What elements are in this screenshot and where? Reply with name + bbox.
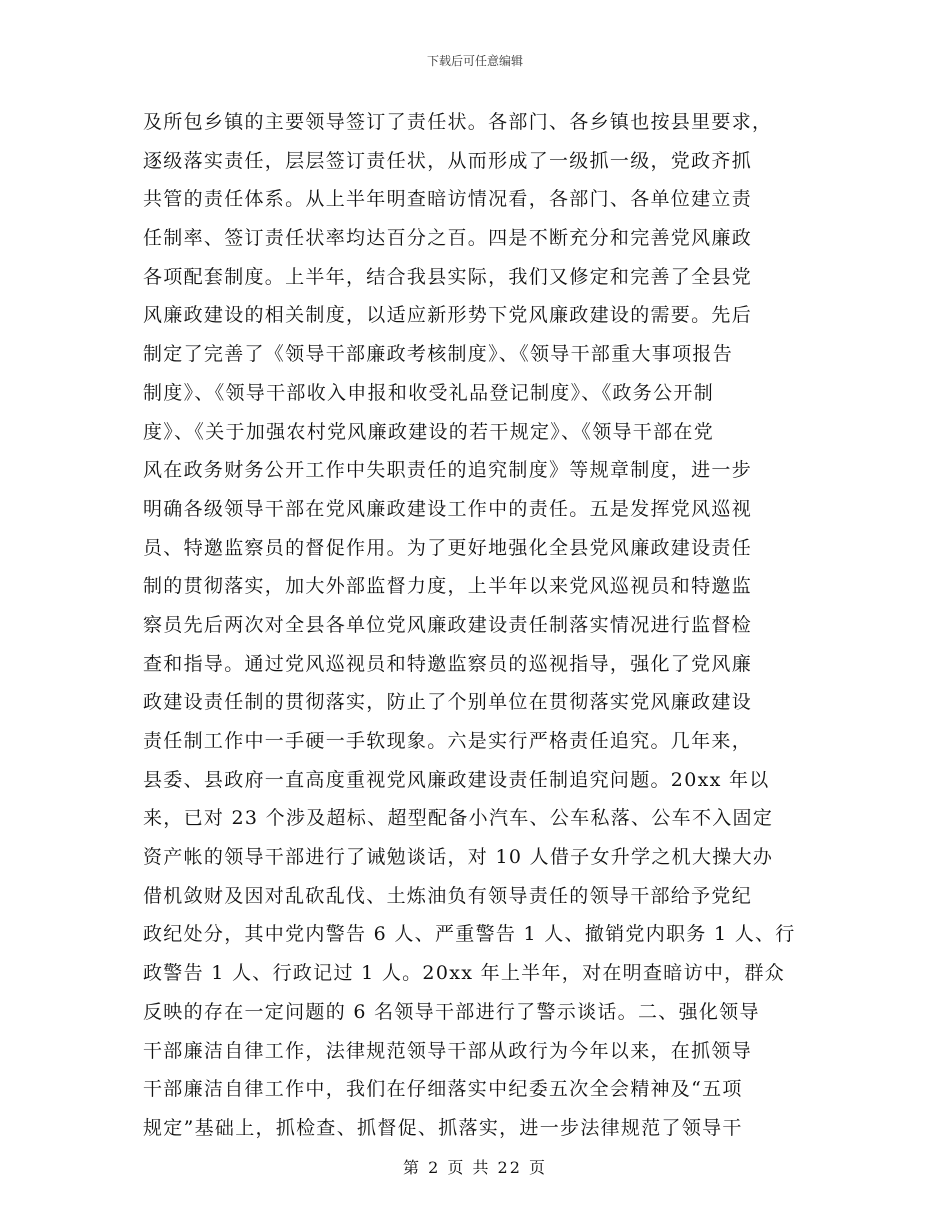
text-line: 风廉政建设的相关制度，以适应新形势下党风廉政建设的需要。先后 [143,304,753,327]
text-line: 规定”基础上，抓检查、抓督促、抓落实，进一步法律规范了领导干 [143,1116,743,1139]
text-line: 任制率、签订责任状率均达百分之百。四是不断充分和完善党风廉政 [143,227,753,250]
text-line: 及所包乡镇的主要领导签订了责任状。各部门、各乡镇也按县里要求， [143,111,773,133]
text-line: 干部廉洁自律工作，法律规范领导干部从政行为今年以来，在抓领导 [143,1039,753,1062]
text-line: 度》、《关于加强农村党风廉政建设的若干规定》、《领导干部在党 [143,420,715,443]
text-line: 共管的责任体系。从上半年明查暗访情况看，各部门、各单位建立责 [143,188,753,211]
text-line: 制定了完善了《领导干部廉政考核制度》、《领导干部重大事项报告 [143,343,734,366]
text-line: 明确各级领导干部在党风廉政建设工作中的责任。五是发挥党风巡视 [143,497,753,520]
text-line: 反映的存在一定问题的 6 名领导干部进行了警示谈话。二、强化领导 [143,1000,760,1023]
text-line: 来，已对 23 个涉及超标、超型配备小汽车、公车私落、公车不入固定 [143,807,774,830]
text-line: 政警告 1 人、行政记过 1 人。20xx 年上半年，对在明查暗访中，群众 [143,962,786,985]
page-number: 第 2 页 共 22 页 [403,1158,547,1177]
text-line: 各项配套制度。上半年，结合我县实际，我们又修定和完善了全县党 [143,265,753,288]
text-line: 制的贯彻落实，加大外部监督力度，上半年以来党风巡视员和特邀监 [143,575,753,598]
text-line: 政建设责任制的贯彻落实，防止了个别单位在贯彻落实党风廉政建设 [143,691,753,714]
text-line: 风在政务财务公开工作中失职责任的追究制度》等规章制度，进一步 [143,459,753,482]
text-line: 干部廉洁自律工作中，我们在仔细落实中纪委五次全会精神及“五项 [143,1078,743,1101]
text-line: 制度》、《领导干部收入申报和收受礼品登记制度》、《政务公开制 [143,381,715,404]
page-header: 下载后可任意编辑 [426,54,523,68]
text-line: 资产帐的领导干部进行了诫勉谈话，对 10 人借子女升学之机大操大办 [143,846,774,869]
text-line: 查和指导。通过党风巡视员和特邀监察员的巡视指导，强化了党风廉 [143,652,753,675]
text-line: 逐级落实责任，层层签订责任状，从而形成了一级抓一级，党政齐抓 [143,149,753,172]
text-line: 员、特邀监察员的督促作用。为了更好地强化全县党风廉政建设责任 [143,536,753,559]
text-line: 察员先后两次对全县各单位党风廉政建设责任制落实情况进行监督检 [143,613,753,636]
text-line: 责任制工作中一手硬一手软现象。六是实行严格责任追究。几年来， [143,730,753,752]
text-line: 借机敛财及因对乱砍乱伐、土炼油负有领导责任的领导干部给予党纪 [143,884,753,907]
text-line: 县委、县政府一直高度重视党风廉政建设责任制追究问题。20xx 年以 [143,768,770,791]
text-line: 政纪处分，其中党内警告 6 人、严重警告 1 人、撤销党内职务 1 人、行 [143,923,796,946]
document-body [143,103,813,1148]
